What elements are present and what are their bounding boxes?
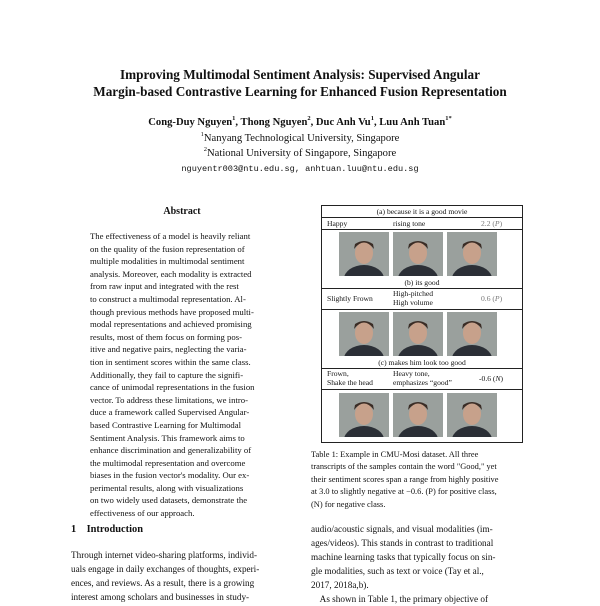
- sentiment-score-c: -0.6 (N): [479, 374, 504, 383]
- video-frame-thumbnail: [393, 393, 443, 437]
- row-divider: [321, 217, 523, 218]
- affiliation-2: $^2$National University of Singapore, Singapore: [203, 146, 397, 159]
- abstract-line: the multimodal representation and overcome: [90, 457, 246, 468]
- abstract-line: enhance discrimination and generalizability of: [90, 445, 252, 456]
- video-frame-thumbnail: [393, 232, 443, 276]
- row-divider: [321, 309, 523, 310]
- video-frame-thumbnail: [339, 232, 389, 276]
- abstract-line: tion in sentiment scores within the same class.: [90, 356, 251, 367]
- speaker-portrait: [339, 393, 389, 437]
- body-line: uals engage in daily exchanges of thoughts, experi-: [71, 564, 260, 574]
- affiliation-1: $^1$Nanyang Technological University, Singapore: [200, 131, 400, 144]
- speaker-portrait: [339, 312, 389, 356]
- speaker-portrait: [447, 232, 497, 276]
- abstract-line: perimental results, along with visualizations: [90, 482, 244, 493]
- abstract-body: [90, 230, 278, 520]
- body-line: ences, and reviews. As a result, there is a growing: [71, 578, 255, 588]
- abstract-line: on two widely used datasets, demonstrate the: [90, 495, 248, 506]
- abstract-line: though previous methods have proposed multi-: [90, 306, 254, 317]
- abstract-line: effectiveness of our approach.: [90, 508, 195, 519]
- abstract-heading: Abstract: [163, 206, 201, 217]
- body-line: gle modalities, such as text or voice (Tay et al.,: [311, 566, 484, 576]
- caption-line: (N) for negative class.: [311, 499, 386, 509]
- paper-title: [0, 66, 600, 100]
- body-line: interest among scholars and businesses in study-: [71, 592, 250, 602]
- video-frame-thumbnail: [447, 232, 497, 276]
- body-line: ages/videos). This stands in contrast to traditional: [311, 538, 494, 548]
- abstract-line: biases in the fusion vector's modality. Our ex-: [90, 470, 250, 481]
- speaker-portrait: [447, 312, 497, 356]
- acoustic-cue-a: rising tone: [393, 219, 426, 228]
- speaker-portrait: [393, 232, 443, 276]
- video-frame-thumbnail: [447, 393, 497, 437]
- video-frame-thumbnail: [393, 312, 443, 356]
- acoustic-cue-c: Heavy tone, emphasizes “good”: [393, 369, 452, 387]
- acoustic-cue-b: High-pitched High volume: [393, 289, 434, 307]
- transcript-phrase-a: (a) because it is a good movie: [376, 207, 468, 216]
- author-emails: nguyentr003@ntu.edu.sg, anhtuan.luu@ntu.edu.sg: [181, 164, 419, 174]
- transcript-phrase-b: (b) its good: [404, 278, 440, 287]
- video-frame-thumbnail: [447, 312, 497, 356]
- section-title: Introduction: [86, 524, 143, 535]
- introduction-column-2: [311, 522, 529, 606]
- section-heading-introduction: [71, 524, 143, 535]
- abstract-line: on the quality of the fusion representation of: [90, 243, 245, 254]
- video-frame-thumbnail: [339, 312, 389, 356]
- author: Cong-Duy Nguyen$^1$,: [148, 115, 241, 128]
- body-line: Through internet video-sharing platforms, individ-: [71, 550, 258, 560]
- author: Duc Anh Vu$^1$,: [315, 115, 380, 128]
- abstract-line: cance of unimodal representations in the fusion: [90, 382, 255, 393]
- transcript-phrase-c: (c) makes him look too good: [378, 358, 466, 367]
- author: Luu Anh Tuan$^{1*}$: [379, 115, 452, 128]
- visual-cue-a: Happy: [327, 219, 348, 228]
- author: Thong Nguyen$^2$,: [240, 115, 316, 128]
- body-line: audio/acoustic signals, and visual modalities (im-: [311, 524, 493, 534]
- abstract-line: based Contrastive Learning for Multimodal: [90, 419, 242, 430]
- caption-line: at 3.0 to slightly negative at −0.6. (P) for positive class,: [311, 487, 497, 497]
- abstract-line: itive and negative pairs, neglecting the varia-: [90, 344, 247, 355]
- table-1-caption: [311, 449, 529, 511]
- abstract-line: multiple modalities in multimodal sentiment: [90, 256, 245, 267]
- abstract-line: analysis. Moreover, each modality is extracted: [90, 268, 252, 279]
- body-line: As shown in Table 1, the primary objective of: [311, 594, 489, 604]
- abstract-line: duce a framework called Supervised Angular-: [90, 407, 250, 418]
- video-frame-thumbnail: [339, 393, 389, 437]
- visual-cue-c: Frown, Shake the head: [327, 369, 373, 387]
- sentiment-score-b: 0.6 (P): [481, 294, 503, 303]
- abstract-line: Sentiment Analysis. This framework aims to: [90, 432, 245, 443]
- visual-cue-b: Slightly Frown: [327, 294, 373, 303]
- sentiment-score-a: 2.2 (P): [481, 219, 503, 228]
- table-1-figure: [321, 205, 523, 443]
- abstract-line: modal representations and achieved promising: [90, 319, 252, 330]
- section-number: 1: [71, 524, 77, 535]
- title-line-1: Improving Multimodal Sentiment Analysis: Supervised Angular: [120, 67, 480, 82]
- abstract-line: The effectiveness of a model is heavily reliant: [90, 231, 251, 241]
- row-divider: [321, 389, 523, 390]
- caption-line: Table 1: Example in CMU-Mosi dataset. All three: [311, 450, 479, 459]
- abstract-line: to construct a multimodal representation. Al-: [90, 293, 246, 304]
- row-divider: [321, 229, 523, 230]
- body-line: 2017, 2018a,b).: [311, 580, 369, 590]
- introduction-column-1: [71, 548, 291, 604]
- title-line-2: Margin-based Contrastive Learning for Enhanced Fusion Representation: [93, 84, 507, 99]
- abstract-line: results, most of them focus on forming pos-: [90, 331, 243, 342]
- speaker-portrait: [393, 393, 443, 437]
- speaker-portrait: [339, 232, 389, 276]
- caption-line: their sentiment scores span a range from highly positive: [311, 474, 499, 484]
- author-list: [0, 117, 600, 128]
- abstract-line: Additionally, they fail to capture the signifi-: [90, 369, 244, 380]
- speaker-portrait: [447, 393, 497, 437]
- body-line: machine learning tasks that typically focus on sin-: [311, 552, 496, 562]
- abstract-line: from raw input and integrated with the rest: [90, 281, 239, 292]
- abstract-line: vector. To address these limitations, we intro-: [90, 394, 248, 405]
- caption-line: transcripts of the samples contain the word "Good," yet: [311, 462, 497, 472]
- speaker-portrait: [393, 312, 443, 356]
